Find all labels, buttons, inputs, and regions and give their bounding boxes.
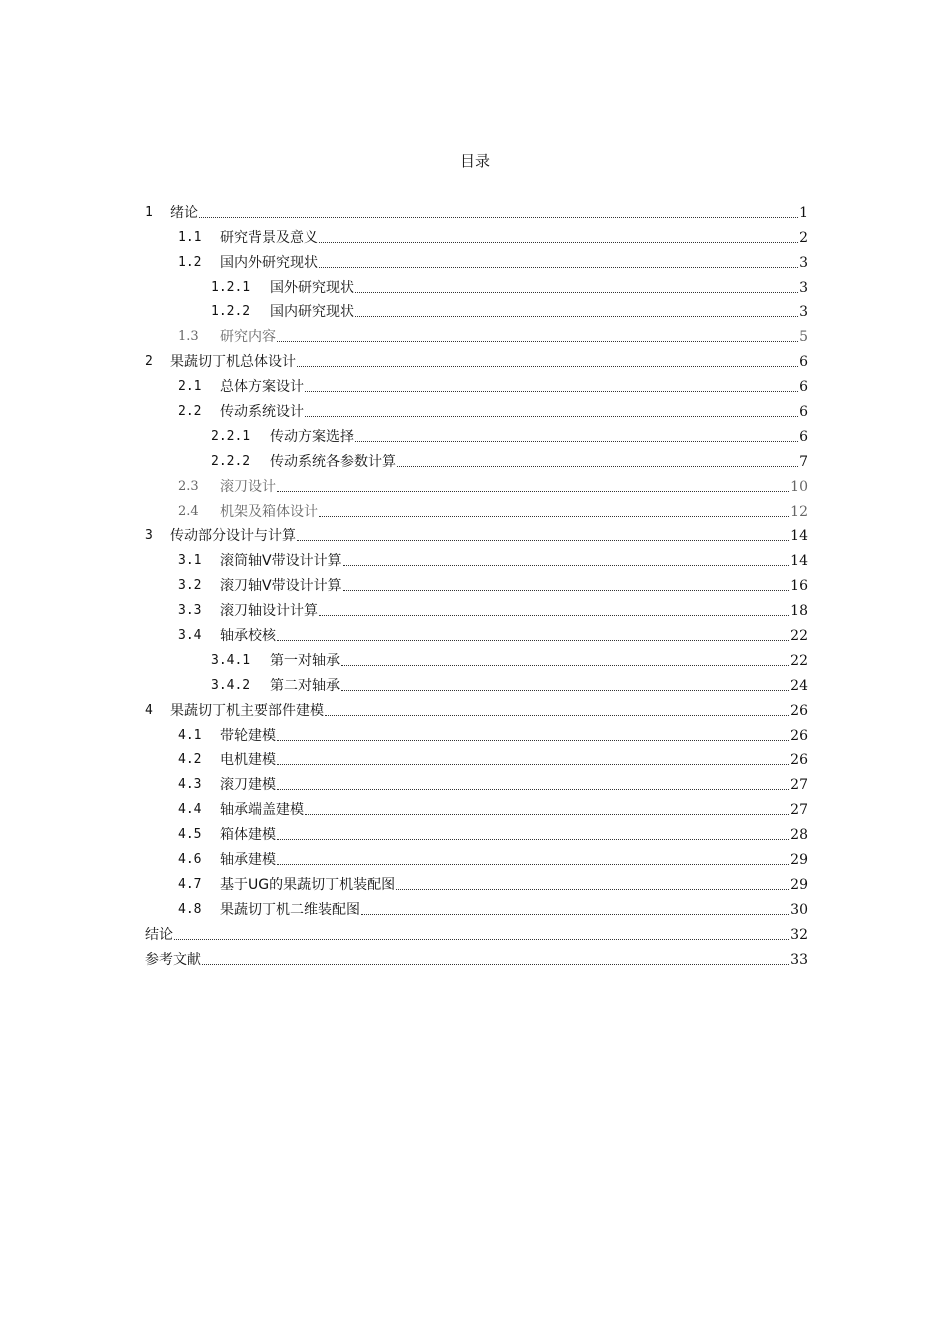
dot-leader <box>305 415 798 417</box>
dot-leader <box>355 440 798 442</box>
toc-page: 6 <box>799 354 808 371</box>
toc-label: 参考文献 <box>145 951 201 968</box>
toc-number: 4 <box>145 702 153 718</box>
toc-page: 28 <box>790 827 808 844</box>
toc-number: 2.2.2 <box>211 453 251 469</box>
toc-label: 滚刀轴V带设计计算 <box>220 578 342 595</box>
toc-page: 14 <box>790 528 808 545</box>
table-of-contents <box>145 198 808 970</box>
toc-page: 6 <box>799 428 808 445</box>
toc-entry[interactable] <box>145 472 808 497</box>
toc-entry[interactable] <box>145 870 808 895</box>
dot-leader <box>319 266 798 268</box>
toc-page: 22 <box>790 652 808 669</box>
toc-page: 26 <box>790 752 808 769</box>
toc-label: 绪论 <box>170 204 198 221</box>
dot-leader <box>319 241 798 243</box>
toc-label: 传动系统各参数计算 <box>270 453 396 470</box>
toc-entry[interactable] <box>145 422 808 447</box>
dot-leader <box>319 614 789 616</box>
toc-page: 6 <box>799 379 808 396</box>
toc-entry[interactable] <box>145 546 808 571</box>
toc-page: 29 <box>790 876 808 893</box>
dot-leader <box>361 913 789 915</box>
toc-title: 目录 <box>459 152 490 170</box>
toc-page: 27 <box>790 777 808 794</box>
dot-leader <box>297 539 789 541</box>
toc-entry[interactable] <box>145 298 808 323</box>
toc-page: 6 <box>799 404 808 421</box>
toc-page: 14 <box>790 553 808 570</box>
toc-page: 3 <box>799 304 808 321</box>
toc-label: 轴承校核 <box>220 628 276 645</box>
dot-leader <box>174 938 789 940</box>
toc-entry[interactable] <box>145 248 808 273</box>
dot-leader <box>199 216 798 218</box>
toc-label: 机架及箱体设计 <box>220 503 318 520</box>
toc-number: 4.7 <box>178 876 202 892</box>
toc-page: 32 <box>790 926 808 943</box>
dot-leader <box>277 739 789 741</box>
toc-number: 3.3 <box>178 603 202 619</box>
toc-page: 30 <box>790 901 808 918</box>
toc-page: 2 <box>799 229 808 246</box>
dot-leader <box>277 863 789 865</box>
toc-page: 26 <box>790 727 808 744</box>
dot-leader <box>341 664 789 666</box>
toc-number: 1.2.1 <box>211 279 251 295</box>
toc-number: 4.8 <box>178 901 202 917</box>
toc-page: 18 <box>790 603 808 620</box>
toc-page: 24 <box>790 677 808 694</box>
toc-label: 箱体建模 <box>220 827 276 844</box>
toc-label: 轴承建模 <box>220 852 276 869</box>
toc-page: 29 <box>790 852 808 869</box>
toc-number: 3.1 <box>178 553 202 569</box>
toc-label: 国内研究现状 <box>270 304 354 321</box>
dot-leader <box>277 838 789 840</box>
dot-leader <box>277 340 798 342</box>
toc-entry[interactable] <box>145 497 808 522</box>
dot-leader <box>277 639 789 641</box>
toc-number: 1.2.2 <box>211 304 251 320</box>
toc-number: 2.4 <box>178 503 199 519</box>
toc-number: 4.5 <box>178 827 202 843</box>
toc-label: 研究内容 <box>220 329 276 346</box>
toc-entry[interactable] <box>145 322 808 347</box>
toc-label: 果蔬切丁机总体设计 <box>170 354 296 371</box>
dot-leader <box>343 589 790 591</box>
toc-entry[interactable] <box>145 223 808 248</box>
toc-entry[interactable] <box>145 671 808 696</box>
toc-label: 轴承端盖建模 <box>220 802 304 819</box>
toc-label: 第二对轴承 <box>270 677 340 694</box>
toc-entry[interactable] <box>145 845 808 870</box>
toc-label: 总体方案设计 <box>220 379 304 396</box>
toc-page: 1 <box>799 204 808 221</box>
toc-number: 1.1 <box>178 229 202 245</box>
toc-number: 2.1 <box>178 379 202 395</box>
dot-leader <box>355 291 798 293</box>
toc-number: 4.3 <box>178 777 202 793</box>
toc-label: 滚刀设计 <box>220 478 276 495</box>
dot-leader <box>319 515 789 517</box>
toc-label: 滚刀建模 <box>220 777 276 794</box>
toc-label: 滚筒轴V带设计计算 <box>220 553 342 570</box>
toc-entry[interactable] <box>145 397 808 422</box>
toc-page: 3 <box>799 254 808 271</box>
toc-entry[interactable] <box>145 522 808 547</box>
toc-number: 1 <box>145 204 153 220</box>
toc-page: 27 <box>790 802 808 819</box>
toc-entry[interactable] <box>145 920 808 945</box>
dot-leader <box>325 714 789 716</box>
toc-label: 第一对轴承 <box>270 652 340 669</box>
toc-label: 国外研究现状 <box>270 279 354 296</box>
toc-number: 2.2 <box>178 404 202 420</box>
toc-entry[interactable] <box>145 646 808 671</box>
toc-label: 基于UG的果蔬切丁机装配图 <box>220 876 396 893</box>
toc-number: 4.1 <box>178 727 202 743</box>
dot-leader <box>305 390 798 392</box>
toc-number: 2 <box>145 354 153 370</box>
toc-page: 12 <box>790 503 808 520</box>
toc-entry[interactable] <box>145 895 808 920</box>
toc-label: 果蔬切丁机二维装配图 <box>220 901 360 918</box>
toc-number: 3 <box>145 528 153 544</box>
toc-number: 4.2 <box>178 752 202 768</box>
toc-entry[interactable] <box>145 770 808 795</box>
toc-number: 3.4.1 <box>211 652 251 668</box>
dot-leader <box>355 315 798 317</box>
dot-leader <box>277 763 789 765</box>
toc-page: 22 <box>790 628 808 645</box>
toc-entry[interactable] <box>145 746 808 771</box>
toc-page: 3 <box>799 279 808 296</box>
toc-label: 研究背景及意义 <box>220 229 318 246</box>
toc-entry[interactable] <box>145 198 808 223</box>
dot-leader <box>277 788 789 790</box>
toc-number: 1.2 <box>178 254 202 270</box>
toc-number: 1.3 <box>178 329 199 345</box>
toc-label: 滚刀轴设计计算 <box>220 603 318 620</box>
toc-label: 果蔬切丁机主要部件建模 <box>170 702 324 719</box>
toc-entry[interactable] <box>145 447 808 472</box>
toc-number: 3.2 <box>178 578 202 594</box>
toc-page: 26 <box>790 702 808 719</box>
toc-entry[interactable] <box>145 795 808 820</box>
toc-page: 5 <box>799 329 808 346</box>
toc-entry[interactable] <box>145 347 808 372</box>
dot-leader <box>396 888 789 890</box>
toc-page: 16 <box>790 578 808 595</box>
toc-entry[interactable] <box>145 596 808 621</box>
toc-number: 3.4 <box>178 628 202 644</box>
toc-entry[interactable] <box>145 372 808 397</box>
toc-label: 传动系统设计 <box>220 404 304 421</box>
toc-entry[interactable] <box>145 621 808 646</box>
toc-entry[interactable] <box>145 820 808 845</box>
dot-leader <box>297 365 798 367</box>
toc-number: 2.3 <box>178 478 199 494</box>
toc-entry[interactable] <box>145 571 808 596</box>
dot-leader <box>305 813 789 815</box>
toc-label: 传动方案选择 <box>270 428 354 445</box>
toc-page: 7 <box>799 453 808 470</box>
dot-leader <box>343 564 790 566</box>
dot-leader <box>341 689 789 691</box>
toc-label: 国内外研究现状 <box>220 254 318 271</box>
toc-page: 33 <box>790 951 808 968</box>
toc-page: 10 <box>790 478 808 495</box>
toc-entry[interactable] <box>145 696 808 721</box>
dot-leader <box>397 465 798 467</box>
toc-label: 传动部分设计与计算 <box>170 528 296 545</box>
toc-number: 4.6 <box>178 852 202 868</box>
dot-leader <box>202 963 789 965</box>
dot-leader <box>277 490 789 492</box>
toc-entry[interactable] <box>145 273 808 298</box>
toc-number: 3.4.2 <box>211 677 251 693</box>
toc-number: 4.4 <box>178 802 202 818</box>
toc-label: 结论 <box>145 926 173 943</box>
toc-number: 2.2.1 <box>211 428 251 444</box>
toc-label: 电机建模 <box>220 752 276 769</box>
toc-entry[interactable] <box>145 945 808 970</box>
toc-entry[interactable] <box>145 721 808 746</box>
toc-label: 带轮建模 <box>220 727 276 744</box>
